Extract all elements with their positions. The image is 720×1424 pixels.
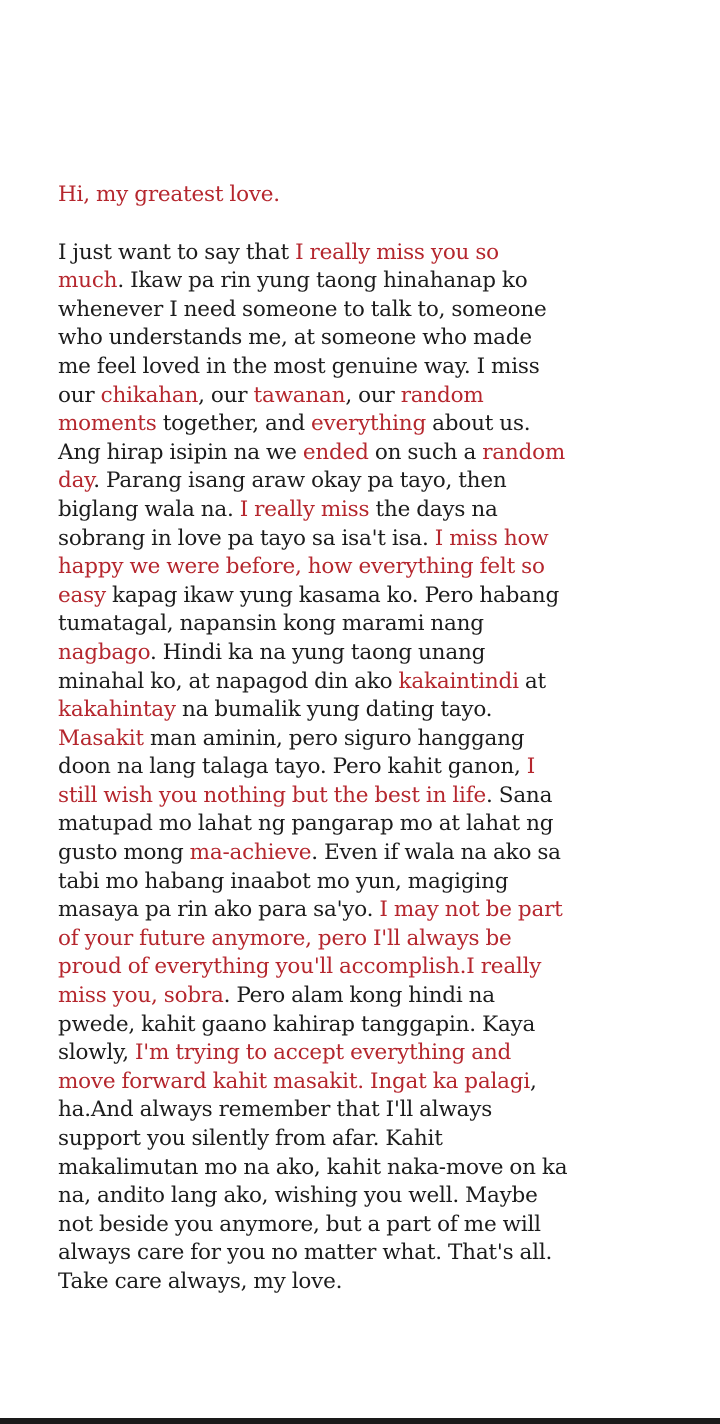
highlighted-text: kakahintay xyxy=(58,697,176,723)
highlighted-text: random day xyxy=(58,439,566,494)
bottom-border xyxy=(0,1418,720,1424)
letter-body xyxy=(58,239,570,1297)
body-text-run: na bumalik yung dating tayo. xyxy=(175,697,493,723)
body-text-run: , our xyxy=(345,382,401,408)
body-text-run: kapag ikaw yung kasama ko. Pero habang tumatagal, napansin kong marami nang xyxy=(58,582,560,637)
letter xyxy=(58,181,570,1297)
highlighted-text: random moments xyxy=(58,382,484,437)
highlighted-text: nagbago xyxy=(58,639,150,665)
body-text-run: on such a xyxy=(368,439,483,465)
highlighted-text: I'm trying to accept everything and move forward kahit masakit. Ingat ka palagi xyxy=(58,1040,531,1094)
highlighted-text: kakaintindi xyxy=(398,668,519,694)
highlighted-text: I may not be part of your future anymore, pero I'll always be proud of everything you'll accomplish.I really miss you, sobra xyxy=(58,897,563,1009)
body-text-run: . Hindi ka na yung taong unang minahal ko, at napagod din ako xyxy=(58,639,486,694)
highlighted-text: I miss how happy we were before, how everything felt so easy xyxy=(58,525,549,608)
highlighted-text: I still wish you nothing but the best in life xyxy=(58,754,536,808)
body-text-run: about us. Ang hirap isipin na we xyxy=(58,411,531,465)
highlighted-text: everything xyxy=(311,411,427,437)
highlighted-text: chikahan xyxy=(100,382,199,408)
body-text-run: , ha.And always remember that I'll always support you silently from afar. Kahit makalimutan mo na ako, kahit naka-move on ka na, andito lang ako, wishing you well. Maybe not beside you anymore, but a part of me will always care for you no matter what. That's all. Take care always, my love. xyxy=(58,1068,568,1294)
body-text-run: together, and xyxy=(156,411,312,437)
body-text-run: the days na sobrang in love pa tayo sa isa't isa. xyxy=(58,496,498,551)
highlighted-text: tawanan xyxy=(253,382,346,408)
body-text-run: , our xyxy=(198,382,254,408)
body-text-run: . Parang isang araw okay pa tayo, then biglang wala na. xyxy=(58,468,507,522)
highlighted-text: ma-achieve xyxy=(189,840,312,866)
body-text-run: at xyxy=(518,668,546,694)
highlighted-text: I really miss you so much xyxy=(58,239,499,294)
body-text-run: man aminin, pero siguro hanggang doon na lang talaga tayo. Pero kahit ganon, xyxy=(58,725,527,780)
body-text-run: . Pero alam kong hindi na pwede, kahit gaano kahirap tanggapin. Kaya slowly, xyxy=(58,983,536,1066)
body-text-run: I just want to say that xyxy=(58,239,296,265)
body-text-run: . Ikaw pa rin yung taong hinahanap ko whenever I need someone to talk to, someone who understands me, at someone who made me feel loved in the most genuine way. I miss our xyxy=(58,268,547,408)
body-text-run: . Sana matupad mo lahat ng pangarap mo at lahat ng gusto mong xyxy=(58,782,554,866)
highlighted-text: ended xyxy=(302,439,369,465)
letter-greeting: Hi, my greatest love. xyxy=(58,182,280,207)
body-text-run: . Even if wala na ako sa tabi mo habang inaabot mo yun, magiging masaya pa rin ako para sa'yo. xyxy=(58,840,561,923)
highlighted-text: I really miss xyxy=(239,496,370,522)
highlighted-text: Masakit xyxy=(58,725,144,751)
